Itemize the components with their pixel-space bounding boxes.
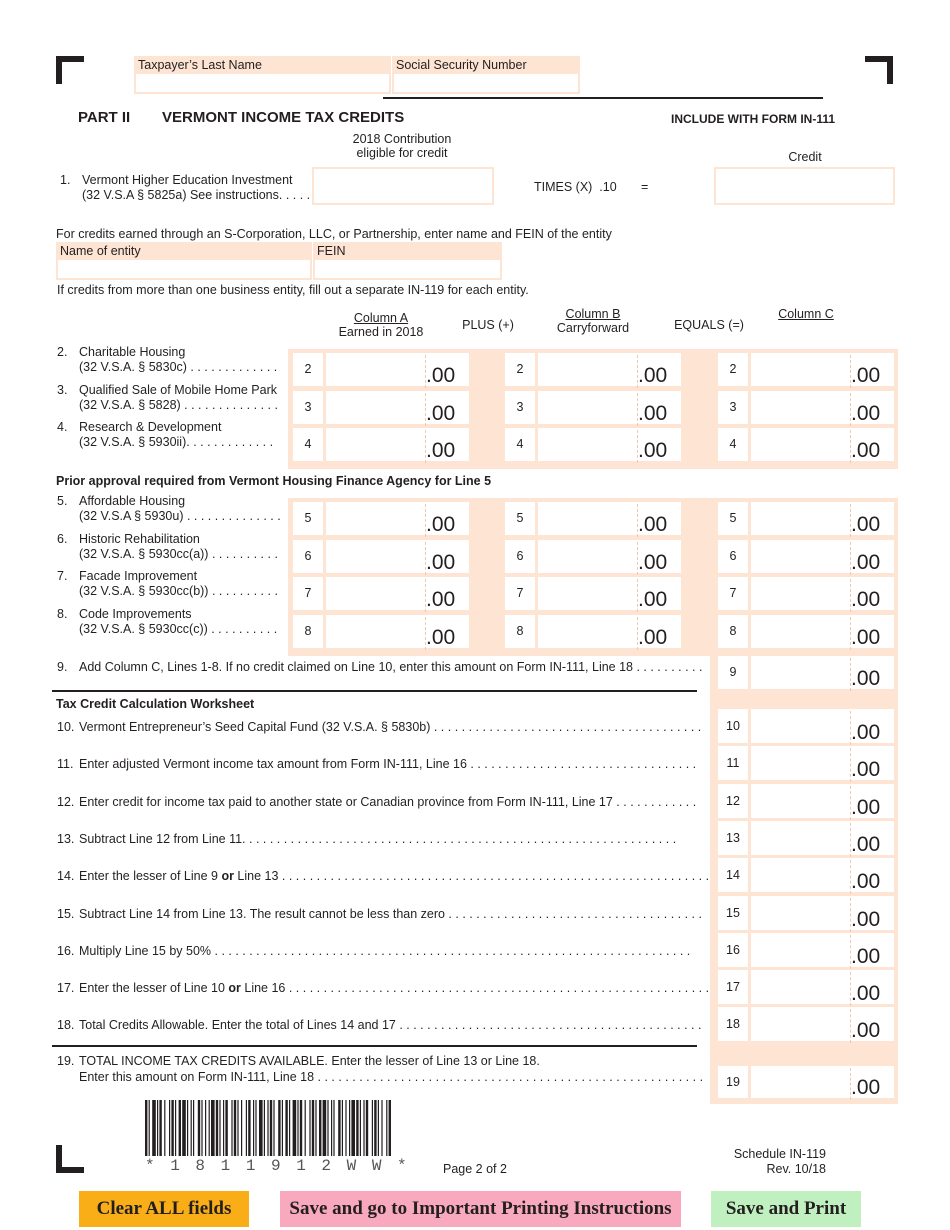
line9-box: 9 <box>718 656 748 689</box>
line-number: 15. <box>57 906 75 921</box>
cents-label: .00 <box>637 355 681 388</box>
line-citation: (32 V.S.A. § 5930cc(c)) . . . . . . . . . . <box>79 621 278 636</box>
barcode-bar <box>270 1100 272 1156</box>
plus-label: PLUS (+) <box>462 318 514 332</box>
cents-label: .00 <box>637 430 681 463</box>
line-label: Enter this amount on Form IN-111, Line 18 . . . . . . . . . . . . . . . . . . . . . . . . . . . . . . . . . . . . . . . . . . . . . . . . . . . . . . . . <box>79 1070 704 1084</box>
line-number: 19. <box>57 1054 75 1068</box>
col-b-line-box: 4 <box>505 428 535 461</box>
col-c-amount-field[interactable] <box>751 540 894 573</box>
worksheet-line-box: 18 <box>718 1007 748 1041</box>
line-label: Subtract Line 12 from Line 11. . . . . . . . . . . . . . . . . . . . . . . . . . . . . . . . . . . . . . . . . . . . . . . . . . . . . . . . . . . . . . . <box>79 831 677 846</box>
barcode-text: * 1 8 1 1 9 1 2 W W * <box>145 1157 410 1175</box>
entity-note: If credits from more than one business entity, fill out a separate IN-119 for each entity. <box>57 283 529 297</box>
barcode-bar <box>309 1100 310 1156</box>
header-rule <box>383 97 823 99</box>
barcode-bar <box>381 1100 382 1156</box>
col-b-line-box: 6 <box>505 540 535 573</box>
col-a-line-box: 8 <box>293 615 323 648</box>
line-citation: (32 V.S.A. § 5930cc(b)) . . . . . . . . . . <box>79 584 278 598</box>
barcode-bar <box>164 1100 165 1156</box>
cents-label: .00 <box>850 1009 894 1043</box>
line-label: Facade Improvement <box>79 569 198 583</box>
cents-label: .00 <box>850 617 894 650</box>
col-a-amount-field[interactable] <box>326 540 469 573</box>
col-b-amount-field[interactable] <box>538 577 681 610</box>
line-number: 4. <box>57 420 68 434</box>
barcode-bar <box>389 1100 391 1156</box>
col-b-line-box: 8 <box>505 615 535 648</box>
entity-name-label: Name of entity <box>56 242 312 258</box>
barcode-bar <box>366 1100 368 1156</box>
cents-label: .00 <box>850 1068 894 1100</box>
line-number: 17. <box>57 981 75 996</box>
barcode-bar <box>386 1100 387 1156</box>
barcode-bar <box>300 1100 302 1156</box>
include-note: INCLUDE WITH FORM IN-111 <box>671 112 836 126</box>
barcode-bar <box>255 1100 256 1156</box>
line-number: 8. <box>57 606 68 621</box>
barcode-bar <box>223 1100 224 1156</box>
barcode <box>145 1100 391 1156</box>
cents-label: .00 <box>850 711 894 745</box>
line-label: TOTAL INCOME TAX CREDITS AVAILABLE. Enter the lesser of Line 13 or Line 18. <box>79 1054 540 1068</box>
barcode-bar <box>327 1100 328 1156</box>
line-label-part: Line 13 . . . . . . . . . . . . . . . . . . . . . . . . . . . . . . . . . . . . . . . . . . . . . . . . . . . . . . . . . . . . . . <box>233 869 710 884</box>
worksheet-line-box: 17 <box>718 970 748 1004</box>
cents-label: .00 <box>425 579 469 612</box>
page-title: VERMONT INCOME TAX CREDITS <box>162 109 405 126</box>
col-b-amount-field[interactable] <box>538 615 681 648</box>
col-a-line-box: 7 <box>293 577 323 610</box>
col-a-line-box: 4 <box>293 428 323 461</box>
cents-label: .00 <box>850 430 894 463</box>
barcode-bar <box>211 1100 215 1156</box>
worksheet-line-box: 15 <box>718 896 748 930</box>
line1-times: TIMES (X) .10 = <box>534 180 649 194</box>
barcode-bar <box>157 1100 158 1156</box>
cents-label: .00 <box>850 393 894 426</box>
cents-label: .00 <box>850 935 894 969</box>
line-citation: (32 V.S.A. § 5930ii). . . . . . . . . . . . . <box>79 435 274 449</box>
line-label <box>79 981 709 996</box>
cents-label: .00 <box>637 617 681 650</box>
barcode-bar <box>319 1100 321 1156</box>
line-citation: (32 V.S.A § 5930u) . . . . . . . . . . . . . . <box>79 509 281 523</box>
col-b-amount-field[interactable] <box>538 391 681 424</box>
barcode-bar <box>282 1100 283 1156</box>
barcode-bar <box>305 1100 306 1156</box>
col-b-line-box: 3 <box>505 391 535 424</box>
line19-amount-field[interactable] <box>751 1066 894 1098</box>
barcode-bar <box>191 1100 192 1156</box>
cents-label: .00 <box>850 860 894 894</box>
page-number: Page 2 of 2 <box>443 1162 507 1176</box>
line1-credit-field[interactable] <box>714 167 895 205</box>
col-a-line-box: 6 <box>293 540 323 573</box>
worksheet-line-box: 13 <box>718 821 748 855</box>
col-a-amount-field[interactable] <box>326 391 469 424</box>
line-number: 6. <box>57 531 68 546</box>
line-label-emphasis: or <box>228 981 241 996</box>
last-name-label: Taxpayer’s Last Name <box>134 56 391 72</box>
col-b-amount-field[interactable] <box>538 540 681 573</box>
barcode-bar <box>264 1100 265 1156</box>
col-c-line-box: 6 <box>718 540 748 573</box>
fein-field[interactable] <box>313 258 502 280</box>
barcode-bar <box>201 1100 202 1156</box>
barcode-bar <box>246 1100 247 1156</box>
worksheet-line-box: 14 <box>718 858 748 892</box>
barcode-bar <box>363 1100 364 1156</box>
line-label: Historic Rehabilitation <box>79 531 200 546</box>
line-label: Research & Development <box>79 420 222 434</box>
line-label: Total Credits Allowable. Enter the total of Lines 14 and 17 . . . . . . . . . . . . . . . . . . . . . . . . . . . . . . . . . . . . . . . . . . . . <box>79 1018 702 1033</box>
line-number: 10. <box>57 720 75 734</box>
barcode-bar <box>187 1100 188 1156</box>
corner-mark-top-right-v <box>887 56 893 84</box>
barcode-bar <box>145 1100 147 1156</box>
equals-label: EQUALS (=) <box>674 318 744 332</box>
line-label: Enter credit for income tax paid to another state or Canadian province from Form IN-111, Line 17 . . . . . . . . . . . . <box>79 794 697 809</box>
worksheet-line-box: 12 <box>718 784 748 818</box>
col-b-line-box: 5 <box>505 502 535 535</box>
credit-label: Credit <box>788 150 822 164</box>
line-label: Add Column C, Lines 1-8. If no credit claimed on Line 10, enter this amount on Form IN-111, Line 18 . . . . . . . . . . <box>79 660 703 674</box>
last-name-field[interactable] <box>134 72 391 94</box>
worksheet-amount-field[interactable] <box>751 784 894 818</box>
line-label: Vermont Entrepreneur’s Seed Capital Fund (32 V.S.A. § 5830b) . . . . . . . . . . . . . . . . . . . . . . . . . . . . . . . . . . . . . . . <box>79 720 702 734</box>
line1-contribution-field[interactable] <box>312 167 494 205</box>
barcode-bar <box>338 1100 340 1156</box>
cents-label: .00 <box>637 393 681 426</box>
barcode-bar <box>248 1100 250 1156</box>
barcode-bar <box>175 1100 176 1156</box>
cents-label: .00 <box>425 542 469 575</box>
barcode-bar <box>297 1100 298 1156</box>
cents-label: .00 <box>850 972 894 1006</box>
barcode-bar <box>169 1100 170 1156</box>
cents-label: .00 <box>850 898 894 932</box>
barcode-bar <box>234 1100 236 1156</box>
ssn-label: Social Security Number <box>392 56 580 72</box>
column-a-header: Column A Earned in 2018 <box>338 311 424 339</box>
barcode-bar <box>333 1100 334 1156</box>
col-a-amount-field[interactable] <box>326 353 469 386</box>
barcode-bar <box>182 1100 186 1156</box>
barcode-bar <box>278 1100 280 1156</box>
column-b-header: Column B Carryforward <box>556 307 630 335</box>
cents-label: .00 <box>425 355 469 388</box>
line-number: 16. <box>57 943 75 958</box>
cents-label: .00 <box>850 579 894 612</box>
col-c-line-box: 4 <box>718 428 748 461</box>
cents-label: .00 <box>637 542 681 575</box>
barcode-bar <box>289 1100 290 1156</box>
barcode-bar <box>179 1100 181 1156</box>
line1-text: Vermont Higher Education Investment (32 V.S.A § 5825a) See instructions. . . . . <box>82 173 311 202</box>
worksheet-title: Tax Credit Calculation Worksheet <box>56 697 255 711</box>
save-and-print-button[interactable]: Save and Print <box>711 1191 861 1227</box>
col-b-line-box: 2 <box>505 353 535 386</box>
worksheet-amount-field[interactable] <box>751 1007 894 1041</box>
prior-approval-note: Prior approval required from Vermont Housing Finance Agency for Line 5 <box>56 474 492 488</box>
cents-label: .00 <box>637 504 681 537</box>
barcode-bar <box>231 1100 232 1156</box>
barcode-bar <box>323 1100 327 1156</box>
barcode-bar <box>331 1100 332 1156</box>
cents-label: .00 <box>425 393 469 426</box>
col-c-amount-field[interactable] <box>751 428 894 461</box>
barcode-bar <box>378 1100 379 1156</box>
cents-label: .00 <box>425 617 469 650</box>
worksheet-rule-top <box>52 690 697 692</box>
barcode-bar <box>209 1100 210 1156</box>
barcode-bar <box>345 1100 346 1156</box>
cents-label: .00 <box>850 658 894 691</box>
cents-label: .00 <box>850 748 894 782</box>
line-citation: (32 V.S.A. § 5930cc(a)) . . . . . . . . . . <box>79 546 278 561</box>
barcode-bar <box>351 1100 355 1156</box>
line-label-emphasis: or <box>221 869 234 884</box>
col-c-amount-field[interactable] <box>751 502 894 535</box>
col-c-amount-field[interactable] <box>751 615 894 648</box>
barcode-bar <box>152 1100 156 1156</box>
barcode-bar <box>216 1100 218 1156</box>
barcode-bar <box>259 1100 263 1156</box>
corner-mark-top-left-v <box>56 56 62 84</box>
worksheet-amount-field[interactable] <box>751 746 894 780</box>
column-c-header: Column C <box>778 307 834 321</box>
col-b-amount-field[interactable] <box>538 502 681 535</box>
barcode-bar <box>374 1100 376 1156</box>
save-go-instructions-button[interactable]: Save and go to Important Printing Instructions <box>280 1191 681 1227</box>
line-number: 14. <box>57 869 75 884</box>
col-c-line-box: 2 <box>718 353 748 386</box>
line-number: 18. <box>57 1018 75 1033</box>
part-label: PART II <box>78 109 131 126</box>
cents-label: .00 <box>637 579 681 612</box>
barcode-bar <box>356 1100 358 1156</box>
col-b-amount-field[interactable] <box>538 353 681 386</box>
line-label-part: Enter the lesser of Line 9 <box>79 869 222 884</box>
col-a-line-box: 2 <box>293 353 323 386</box>
line-citation: (32 V.S.A. § 5828) . . . . . . . . . . . . . . <box>79 397 278 412</box>
barcode-bar <box>159 1100 161 1156</box>
barcode-bar <box>241 1100 242 1156</box>
barcode-bar <box>225 1100 227 1156</box>
line-label: Enter adjusted Vermont income tax amount from Form IN-111, Line 16 . . . . . . . . . . . . . . . . . . . . . . . . . . . . . . . . . <box>79 757 697 772</box>
line-label <box>79 869 709 884</box>
col-a-line-box: 3 <box>293 391 323 424</box>
worksheet-line-box: 11 <box>718 746 748 780</box>
worksheet-amount-field[interactable] <box>751 933 894 967</box>
barcode-bar <box>171 1100 173 1156</box>
barcode-bar <box>253 1100 254 1156</box>
line-number: 5. <box>57 494 68 508</box>
barcode-bar <box>198 1100 200 1156</box>
barcode-bar <box>193 1100 194 1156</box>
line-label: Affordable Housing <box>79 494 186 508</box>
cents-label: .00 <box>850 504 894 537</box>
worksheet-line-box: 10 <box>718 709 748 743</box>
contribution-label: 2018 Contribution eligible for credit <box>352 132 452 160</box>
entity-instruction: For credits earned through an S-Corporation, LLC, or Partnership, enter name and FEIN of the entity <box>56 227 612 241</box>
col-c-line-box: 7 <box>718 577 748 610</box>
line-number: 7. <box>57 569 68 583</box>
worksheet-amount-field[interactable] <box>751 970 894 1004</box>
barcode-bar <box>219 1100 220 1156</box>
col-a-amount-field[interactable] <box>326 502 469 535</box>
col-b-line-box: 7 <box>505 577 535 610</box>
col-c-amount-field[interactable] <box>751 577 894 610</box>
barcode-bar <box>205 1100 206 1156</box>
col-c-amount-field[interactable] <box>751 353 894 386</box>
entity-name-field[interactable] <box>56 258 312 280</box>
worksheet-amount-field[interactable] <box>751 709 894 743</box>
cents-label: .00 <box>850 823 894 857</box>
barcode-bar <box>293 1100 297 1156</box>
barcode-bar <box>360 1100 361 1156</box>
barcode-bar <box>312 1100 314 1156</box>
line-citation: (32 V.S.A. § 5830c) . . . . . . . . . . . . . <box>79 360 278 374</box>
line1-num: 1. <box>60 173 71 187</box>
fein-label: FEIN <box>313 242 502 258</box>
cents-label: .00 <box>850 786 894 820</box>
line-number: 12. <box>57 794 75 809</box>
line-number: 11. <box>57 757 74 772</box>
cents-label: .00 <box>850 542 894 575</box>
col-c-line-box: 8 <box>718 615 748 648</box>
col-b-amount-field[interactable] <box>538 428 681 461</box>
line-number: 2. <box>57 345 68 359</box>
line-label: Charitable Housing <box>79 345 186 359</box>
cents-label: .00 <box>425 504 469 537</box>
line-number: 9. <box>57 660 68 674</box>
schedule-label: Schedule IN-119 Rev. 10/18 <box>733 1147 826 1176</box>
col-a-line-box: 5 <box>293 502 323 535</box>
worksheet-amount-field[interactable] <box>751 858 894 892</box>
line9-amount-field[interactable] <box>751 656 894 689</box>
col-a-amount-field[interactable] <box>326 577 469 610</box>
barcode-bar <box>342 1100 343 1156</box>
line-label: Multiply Line 15 by 50% . . . . . . . . . . . . . . . . . . . . . . . . . . . . . . . . . . . . . . . . . . . . . . . . . . . . . . . . . . . . . . . . . . . . . <box>79 943 691 958</box>
barcode-bar <box>285 1100 287 1156</box>
ssn-field[interactable] <box>392 72 580 94</box>
line-label: Code Improvements <box>79 606 192 621</box>
barcode-bar <box>149 1100 150 1156</box>
line19-box: 19 <box>718 1066 748 1098</box>
col-c-amount-field[interactable] <box>751 391 894 424</box>
barcode-bar <box>372 1100 373 1156</box>
worksheet-rule-bottom <box>52 1045 697 1047</box>
corner-mark-bottom-left-h <box>56 1167 84 1173</box>
line-label-part: Enter the lesser of Line 10 <box>79 981 229 996</box>
barcode-bar <box>237 1100 238 1156</box>
col-c-line-box: 3 <box>718 391 748 424</box>
line-label: Subtract Line 14 from Line 13. The result cannot be less than zero . . . . . . . . . . . . . . . . . . . . . . . . . . . . . . . . . . . . . <box>79 906 702 921</box>
worksheet-line-box: 16 <box>718 933 748 967</box>
barcode-bar <box>349 1100 350 1156</box>
col-a-amount-field[interactable] <box>326 615 469 648</box>
line-number: 3. <box>57 382 68 397</box>
barcode-bar <box>273 1100 274 1156</box>
line-label-part: Line 16 . . . . . . . . . . . . . . . . . . . . . . . . . . . . . . . . . . . . . . . . . . . . . . . . . . . . . . . . . . . . . <box>240 981 710 996</box>
worksheet-amount-field[interactable] <box>751 896 894 930</box>
clear-all-button[interactable]: Clear ALL fields <box>79 1191 249 1227</box>
barcode-bar <box>267 1100 268 1156</box>
line-label: Qualified Sale of Mobile Home Park <box>79 382 278 397</box>
barcode-bar <box>315 1100 316 1156</box>
col-a-amount-field[interactable] <box>326 428 469 461</box>
worksheet-amount-field[interactable] <box>751 821 894 855</box>
cents-label: .00 <box>425 430 469 463</box>
line-number: 13. <box>57 831 75 846</box>
cents-label: .00 <box>850 355 894 388</box>
col-c-line-box: 5 <box>718 502 748 535</box>
